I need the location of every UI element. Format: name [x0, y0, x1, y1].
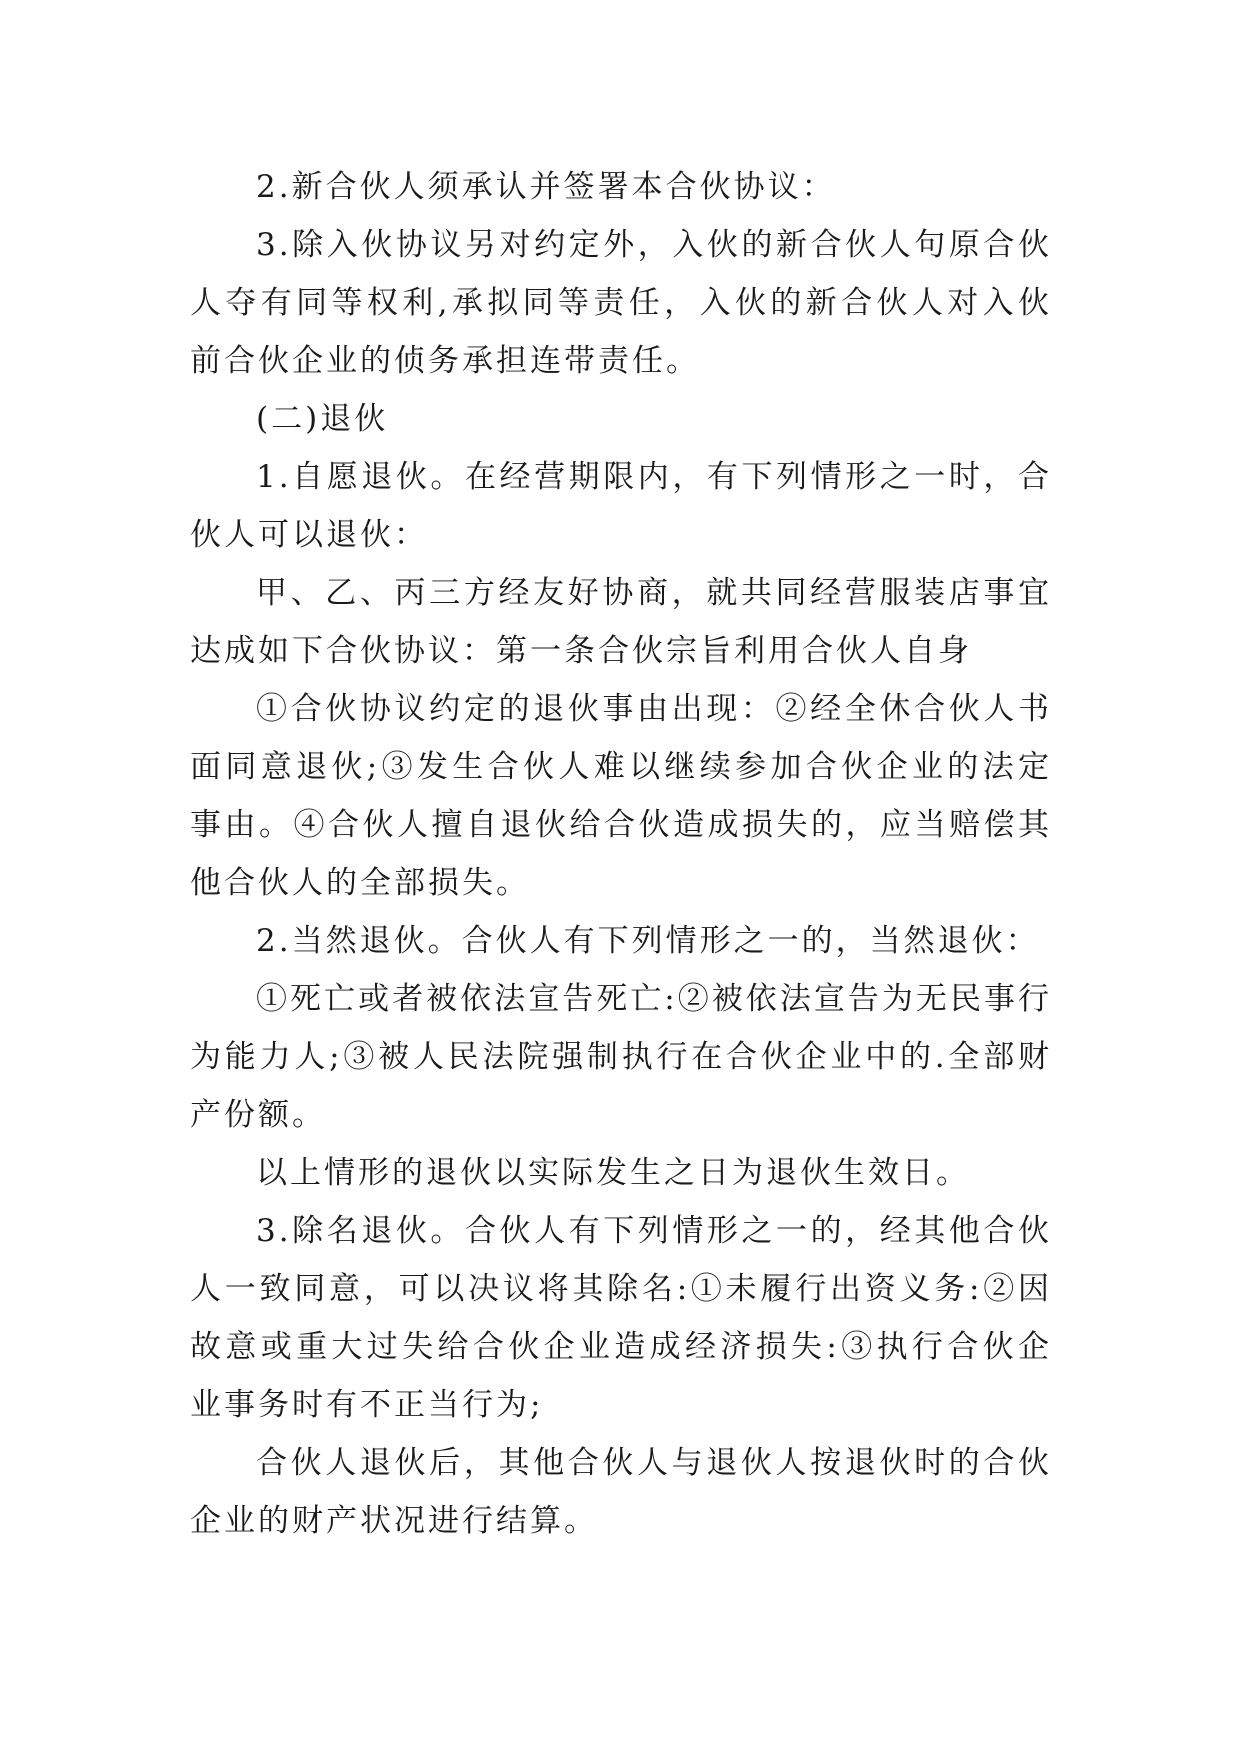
paragraph-settlement: 合伙人退伙后，其他合伙人与退伙人按退伙时的合伙企业的财产状况进行结算。: [190, 1445, 1052, 1539]
paragraph-expulsion: 3.除名退伙。合伙人有下列情形之一的，经其他合伙人一致同意，可以决议将其除名:①未履行出资义务:②因故意或重大过失给合伙企业造成经济损失:③执行合伙企业事务时有不正当行为;: [190, 1213, 1052, 1423]
paragraph-withdrawal-conditions: ①合伙协议约定的退伙事由出现：②经全休合伙人书面同意退伙;③发生合伙人难以继续参加合伙企业的法定事由。④合伙人擅自退伙给合伙造成损失的，应当赔偿其他合伙人的全部损失。: [190, 691, 1052, 901]
section-heading-withdrawal: (二)退伙: [256, 401, 389, 437]
document-body: [190, 158, 1052, 1550]
paragraph-automatic-withdrawal: 2.当然退伙。合伙人有下列情形之一的，当然退伙：: [256, 923, 1040, 959]
paragraph-new-partner-sign: 2.新合伙人须承认并签署本合伙协议：: [256, 169, 836, 205]
paragraph-new-partner-rights: 3.除入伙协议另对约定外，入伙的新合伙人句原合伙人夺有同等权利,承拟同等责任，入伙的新合伙人对入伙前合伙企业的侦务承担连带责任。: [190, 227, 1052, 379]
paragraph-agreement-intro: 甲、乙、丙三方经友好协商，就共同经营服装店事宜达成如下合伙协议：第一条合伙宗旨利用合伙人自身: [190, 575, 1052, 669]
paragraph-voluntary-withdrawal: 1.自愿退伙。在经营期限内，有下列情形之一时，合伙人可以退伙：: [190, 459, 1052, 553]
paragraph-automatic-withdrawal-conditions: ①死亡或者被依法宣告死亡:②被依法宣告为无民事行为能力人;③被人民法院强制执行在合伙企业中的.全部财产份额。: [190, 981, 1052, 1133]
paragraph-effective-date: 以上情形的退伙以实际发生之日为退伙生效日。: [256, 1155, 970, 1191]
